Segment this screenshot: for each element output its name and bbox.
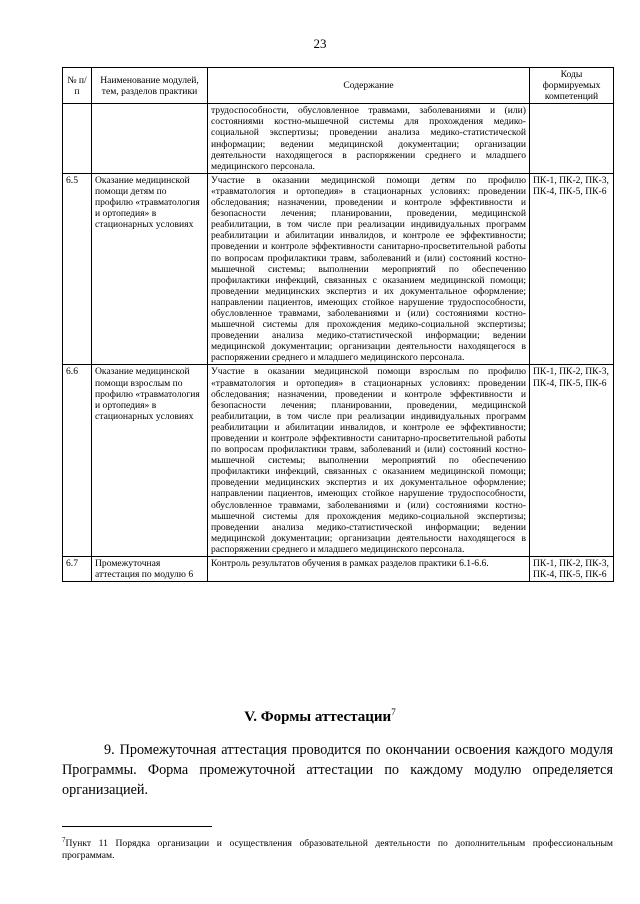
table-row: [63, 365, 614, 557]
row-content: Участие в оказании медицинской помощи детям по профилю «травматология и ортопедия» в стационарных условиях: проведении обследования; назначении, проведении и контроле эффективности и безопасности лечения; планировании, проведении, медицинской реабилитации, в том числе при реализации индивидуальных программ реабилитации и абилитации инвалидов, и контроле ее эффективности; проведении и контроле эффективности санитарно-просветительной работы по вопросам профилактики травм, заболеваний и (или) состояний костно-мышечной системы; выполнении мероприятий по обеспечению профилактики инфекций, связанных с оказанием медицинской помощи; проведении медицинских экспертиз и их документальное оформление; направлении пациентов, имеющих стойкое нарушение трудоспособности, обусловленное травмами, заболеваниями и (или) состояниями костно-мышечной системы для прохождения медико-социальной экспертизы; проведении анализа медико-статистической информации; ведении медицинской документации; организации деятельности находящегося в распоряжении среднего и младшего медицинского персонала.: [208, 173, 530, 365]
row-codes: ПК-1, ПК-2, ПК-3, ПК-4, ПК-5, ПК-6: [530, 173, 614, 365]
header-name: Наименование модулей, тем, разделов практики: [92, 68, 208, 104]
section-heading-text: V. Формы аттестации: [244, 709, 392, 725]
footnote: [62, 834, 613, 862]
header-num: № п/п: [63, 68, 92, 104]
practice-table: [62, 67, 614, 582]
table-header-row: [63, 68, 614, 104]
row-name: Промежуточная аттестация по модулю 6: [92, 557, 208, 582]
table-row: [63, 557, 614, 582]
header-codes: Коды формируемых компетенций: [530, 68, 614, 104]
row-name: Оказание медицинской помощи взрослым по профилю «травматология и ортопедия» в стационарных условиях: [92, 365, 208, 557]
row-num: 6.7: [63, 557, 92, 582]
continuation-num-cell: [63, 104, 92, 174]
footnote-divider: [62, 826, 212, 827]
row-name: Оказание медицинской помощи детям по профилю «травматология и ортопедия» в стационарных условиях: [92, 173, 208, 365]
continuation-name-cell: [92, 104, 208, 174]
row-codes: ПК-1, ПК-2, ПК-3, ПК-4, ПК-5, ПК-6: [530, 365, 614, 557]
row-codes: ПК-1, ПК-2, ПК-3, ПК-4, ПК-5, ПК-6: [530, 557, 614, 582]
table-row: [63, 173, 614, 365]
section-heading: [0, 707, 640, 726]
table-row-continuation: [63, 104, 614, 174]
header-content: Содержание: [208, 68, 530, 104]
page-number: 23: [313, 36, 327, 51]
footnote-reference[interactable]: 7: [391, 707, 396, 717]
footnote-mark: 7: [62, 836, 66, 844]
row-content: Контроль результатов обучения в рамках разделов практики 6.1-6.6.: [208, 557, 530, 582]
continuation-content: трудоспособности, обусловленное травмами, заболеваниями и (или) состояниями костно-мышечной системы для прохождения медико-социальной экспертизы; проведении анализа медико-статистической информации; ведении медицинской документации; организации деятельности находящегося в распоряжении среднего и младшего медицинского персонала.: [208, 104, 530, 174]
footnote-text: Пункт 11 Порядка организации и осуществления образовательной деятельности по дополнительным профессиональным программам.: [62, 838, 613, 862]
row-num: 6.5: [63, 173, 92, 365]
row-num: 6.6: [63, 365, 92, 557]
attestation-paragraph: 9. Промежуточная аттестация проводится по окончании освоения каждого модуля Программы. Форма промежуточной аттестации по каждому модулю определяется организацией.: [62, 742, 613, 798]
row-content: Участие в оказании медицинской помощи взрослым по профилю «травматология и ортопедия» в стационарных условиях: проведении обследования; назначении, проведении и контроле эффективности и безопасности лечения; планировании, проведении, медицинской реабилитации, в том числе при реализации индивидуальных программ реабилитации и абилитации инвалидов, и контроле ее эффективности; проведении и контроле эффективности санитарно-просветительной работы по вопросам профилактики травм, заболеваний и (или) состояний костно-мышечной системы; выполнении мероприятий по обеспечению профилактики инфекций, связанных с оказанием медицинской помощи; проведении медицинских экспертиз и их документальное оформление; направлении пациентов, имеющих стойкое нарушение трудоспособности, обусловленное травмами, заболеваниями и (или) состояниями костно-мышечной системы для прохождения медико-социальной экспертизы; проведении анализа медико-статистической информации; ведении медицинской документации; организации деятельности находящегося в распоряжении среднего и младшего медицинского персонала.: [208, 365, 530, 557]
continuation-codes-cell: [530, 104, 614, 174]
